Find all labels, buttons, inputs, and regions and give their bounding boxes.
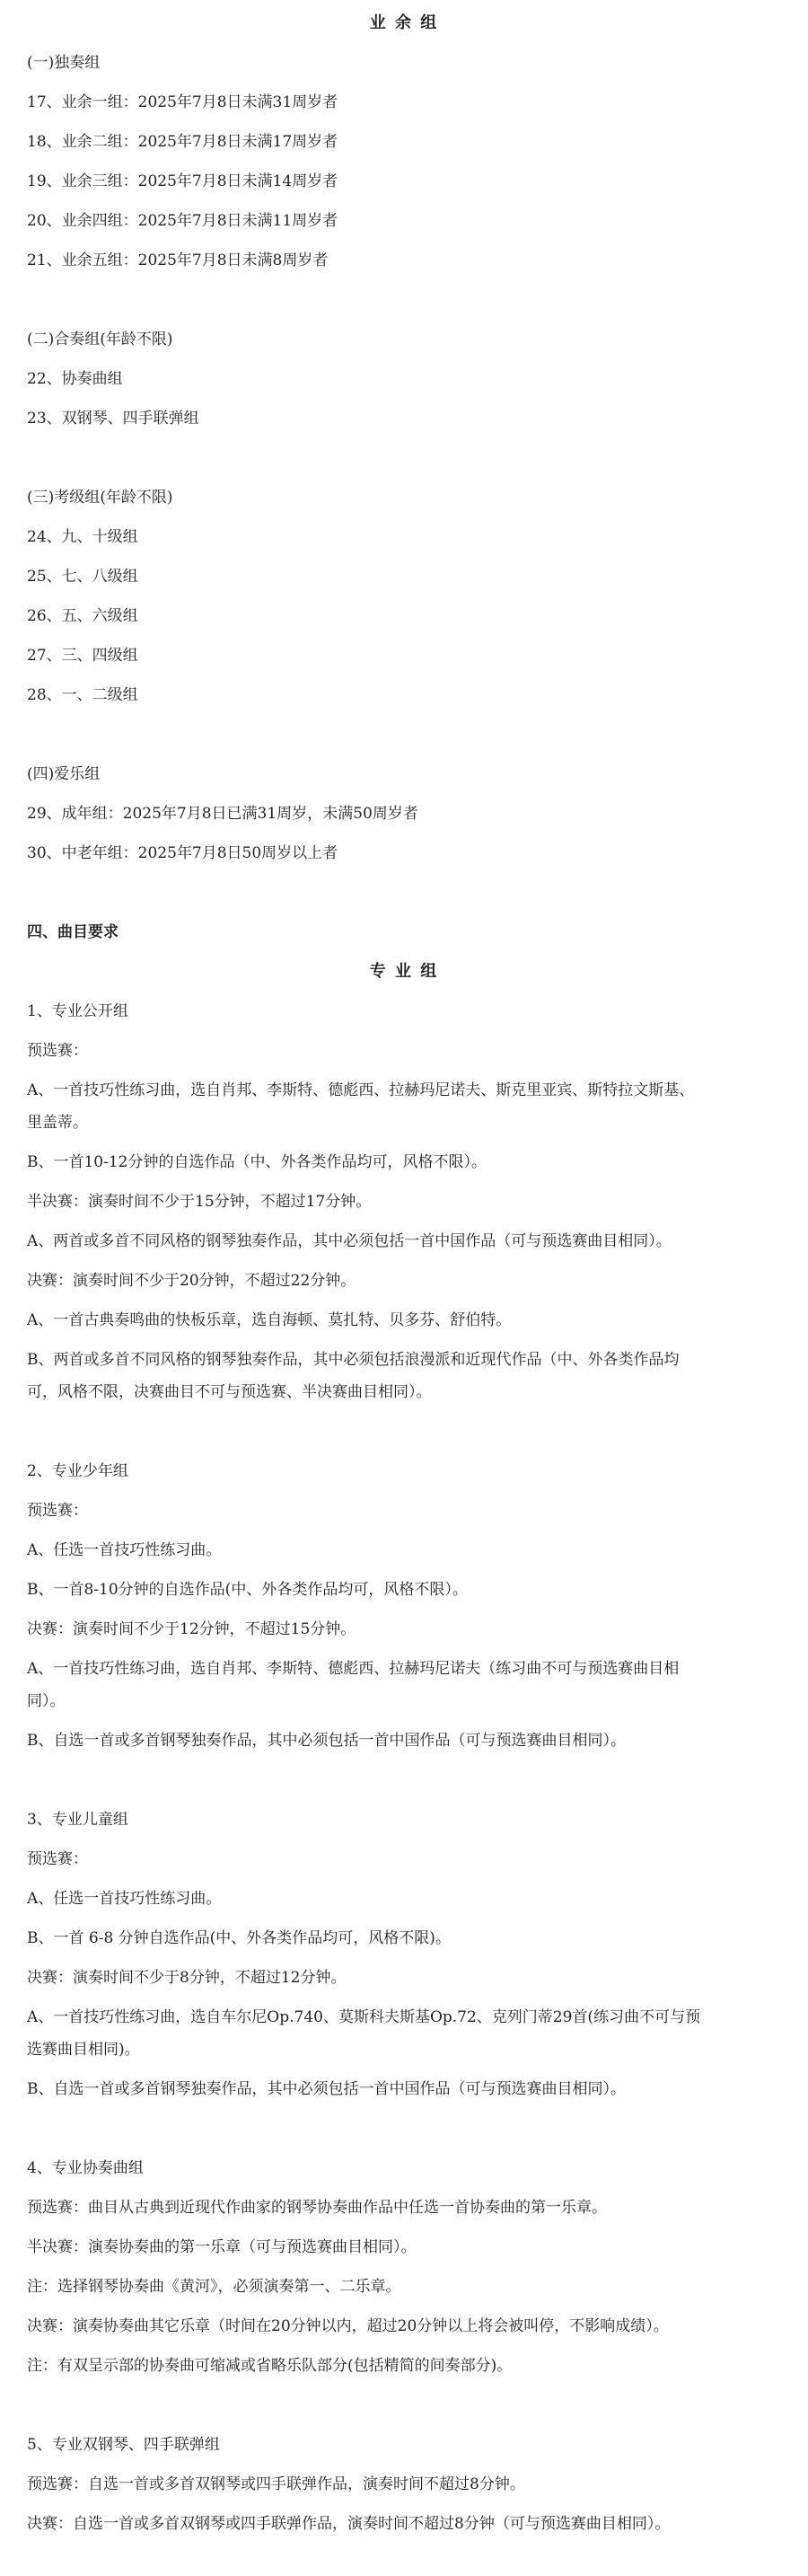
pro-open-line: A、一首古典奏鸣曲的快板乐章，选自海顿、莫扎特、贝多芬、舒伯特。 bbox=[27, 1311, 512, 1329]
professional-section-title: 专 业 组 bbox=[369, 962, 439, 981]
solo-item: 19、业余三组：2025年7月8日未满14周岁者 bbox=[27, 172, 338, 190]
pro-concerto-line: 决赛：演奏协奏曲其它乐章（时间在20分钟以内，超过20分钟以上将会被叫停，不影响成绩）。 bbox=[27, 2317, 669, 2335]
pro-open-line: A、两首或多首不同风格的钢琴独奏作品，其中必须包括一首中国作品（可与预选赛曲目相同）。 bbox=[27, 1232, 672, 1250]
pro-duo-line: 决赛：自选一首或多首双钢琴或四手联弹作品，演奏时间不超过8分钟（可与预选赛曲目相同）。 bbox=[27, 2515, 671, 2533]
pro-open-line: B、一首10-12分钟的自选作品（中、外各类作品均可，风格不限）。 bbox=[27, 1153, 487, 1171]
ensemble-item: 23、双钢琴、四手联弹组 bbox=[27, 410, 199, 428]
pro-child-line: A、一首技巧性练习曲，选自车尔尼Op.740、莫斯科夫斯基Op.72、克列门蒂29首(练习曲不可与预 bbox=[27, 2008, 701, 2026]
solo-item: 17、业余一组：2025年7月8日未满31周岁者 bbox=[27, 93, 338, 111]
solo-item: 20、业余四组：2025年7月8日未满11周岁者 bbox=[27, 212, 338, 230]
pro-concerto-heading: 4、专业协奏曲组 bbox=[27, 2159, 144, 2177]
grade-item: 27、三、四级组 bbox=[27, 647, 138, 665]
solo-item: 18、业余二组：2025年7月8日未满17周岁者 bbox=[27, 133, 338, 151]
pro-concerto-line: 注：选择钢琴协奏曲《黄河》，必须演奏第一、二乐章。 bbox=[27, 2278, 401, 2296]
pro-child-line: 决赛：演奏时间不少于8分钟，不超过12分钟。 bbox=[27, 1969, 347, 1987]
amateur-section-title: 业 余 组 bbox=[369, 13, 439, 32]
pro-child-line: A、任选一首技巧性练习曲。 bbox=[27, 1890, 222, 1908]
grade-item: 25、七、八级组 bbox=[27, 568, 138, 586]
hobby-group-heading: (四)爱乐组 bbox=[27, 765, 101, 783]
grade-item: 24、九、十级组 bbox=[27, 528, 138, 546]
pro-youth-line: 决赛：演奏时间不少于12分钟，不超过15分钟。 bbox=[27, 1620, 356, 1638]
pro-child-line: B、一首 6-8 分钟自选作品(中、外各类作品均可，风格不限)。 bbox=[27, 1929, 451, 1947]
pro-youth-line: 同）。 bbox=[27, 1692, 66, 1710]
pro-child-line: 选赛曲目相同)。 bbox=[27, 2041, 140, 2059]
pro-youth-line: B、一首8-10分钟的自选作品(中、外各类作品均可，风格不限）。 bbox=[27, 1581, 468, 1599]
pro-concerto-line: 注：有双呈示部的协奏曲可缩减或省略乐队部分(包括精简的间奏部分)。 bbox=[27, 2357, 513, 2375]
pro-child-line: 预选赛： bbox=[27, 1850, 88, 1868]
hobby-item: 30、中老年组：2025年7月8日50周岁以上者 bbox=[27, 844, 338, 862]
pro-open-line: B、两首或多首不同风格的钢琴独奏作品，其中必须包括浪漫派和近现代作品（中、外各类作品均 bbox=[27, 1351, 680, 1369]
pro-youth-line: A、一首技巧性练习曲，选自肖邦、李斯特、德彪西、拉赫玛尼诺夫（练习曲不可与预选赛曲目相 bbox=[27, 1660, 680, 1678]
pro-child-heading: 3、专业儿童组 bbox=[27, 1811, 128, 1829]
solo-item: 21、业余五组：2025年7月8日未满8周岁者 bbox=[27, 251, 329, 269]
solo-group-heading: (一)独奏组 bbox=[27, 54, 101, 72]
pro-concerto-line: 半决赛：演奏协奏曲的第一乐章（可与预选赛曲目相同）。 bbox=[27, 2238, 417, 2256]
pro-youth-line: 预选赛： bbox=[27, 1502, 88, 1520]
pro-open-line: 里盖蒂。 bbox=[27, 1114, 88, 1132]
pro-duo-line: 预选赛：自选一首或多首双钢琴或四手联弹作品，演奏时间不超过8分钟。 bbox=[27, 2475, 525, 2493]
grade-item: 28、一、二级组 bbox=[27, 686, 138, 704]
pro-duo-heading: 5、专业双钢琴、四手联弹组 bbox=[27, 2436, 220, 2454]
pro-open-line: 预选赛： bbox=[27, 1042, 88, 1060]
pro-youth-line: B、自选一首或多首钢琴独奏作品，其中必须包括一首中国作品（可与预选赛曲目相同）。 bbox=[27, 1732, 626, 1750]
repertoire-heading: 四、曲目要求 bbox=[27, 923, 119, 941]
pro-open-line: 可，风格不限，决赛曲目不可与预选赛、半决赛曲目相同）。 bbox=[27, 1383, 432, 1401]
pro-open-heading: 1、专业公开组 bbox=[27, 1002, 128, 1020]
pro-child-line: B、自选一首或多首钢琴独奏作品，其中必须包括一首中国作品（可与预选赛曲目相同）。 bbox=[27, 2080, 626, 2098]
ensemble-group-heading: (二)合奏组(年龄不限) bbox=[27, 331, 173, 348]
grade-item: 26、五、六级组 bbox=[27, 607, 138, 625]
pro-open-line: A、一首技巧性练习曲，选自肖邦、李斯特、德彪西、拉赫玛尼诺夫、斯克里亚宾、斯特拉文斯基、 bbox=[27, 1081, 695, 1099]
hobby-item: 29、成年组：2025年7月8日已满31周岁，未满50周岁者 bbox=[27, 805, 418, 823]
pro-open-line: 半决赛：演奏时间不少于15分钟，不超过17分钟。 bbox=[27, 1193, 372, 1211]
ensemble-item: 22、协奏曲组 bbox=[27, 370, 123, 388]
pro-youth-heading: 2、专业少年组 bbox=[27, 1462, 128, 1480]
pro-concerto-line: 预选赛：曲目从古典到近现代作曲家的钢琴协奏曲作品中任选一首协奏曲的第一乐章。 bbox=[27, 2199, 607, 2217]
grade-group-heading: (三)考级组(年龄不限) bbox=[27, 489, 173, 507]
pro-youth-line: A、任选一首技巧性练习曲。 bbox=[27, 1541, 222, 1559]
pro-open-line: 决赛：演奏时间不少于20分钟，不超过22分钟。 bbox=[27, 1272, 356, 1290]
